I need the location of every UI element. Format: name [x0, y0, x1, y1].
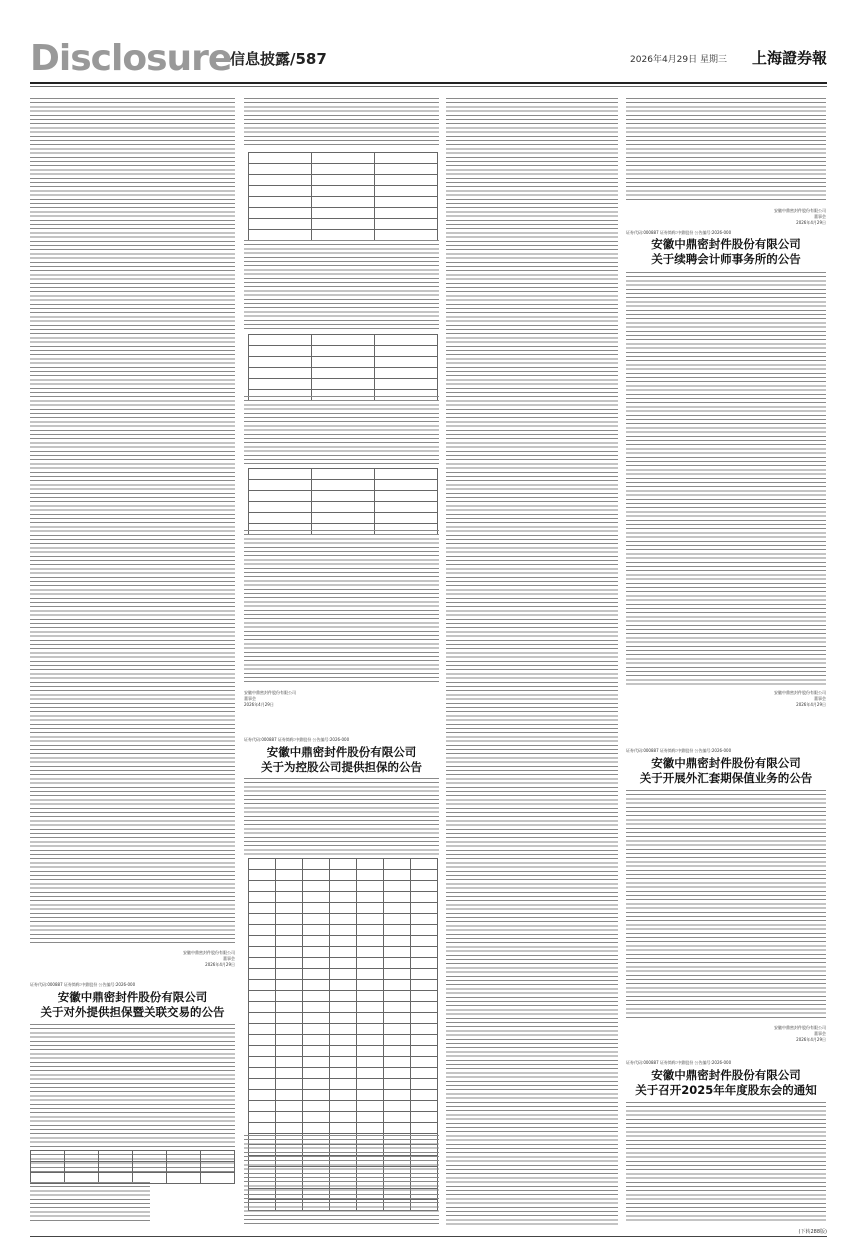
notice-code-5: 证券代码:000887 证券简称:中鼎股份 公告编号:2026-000	[626, 1060, 732, 1065]
issue-date: 2026年4月29日 星期三	[630, 55, 727, 65]
notice-code-2: 证券代码:000887 证券简称:中鼎股份 公告编号:2026-000	[244, 737, 350, 742]
body-text-col2-mid1	[244, 240, 439, 330]
signature-col4-c: 安徽中鼎密封件股份有限公司 董事会 2026年4月29日	[774, 1025, 826, 1042]
brand-logo: Disclosure	[30, 38, 232, 79]
body-text-col2-mid3	[244, 530, 439, 685]
section-title: 信息披露/587	[230, 50, 327, 68]
notice-title-2: 安徽中鼎密封件股份有限公司 关于为控股公司提供担保的公告	[261, 745, 422, 774]
body-text-col3	[446, 98, 618, 1228]
continued-note: (下转288版)	[798, 1229, 827, 1235]
body-text-col4-mid1	[626, 272, 826, 687]
signature-col4-a: 安徽中鼎密封件股份有限公司 董事会 2026年4月29日	[774, 208, 826, 225]
signature-col2: 安徽中鼎密封件股份有限公司 董事会 2026年4月29日	[244, 690, 296, 707]
footer-rule	[30, 1236, 827, 1237]
body-text-col1-end	[30, 1182, 150, 1222]
financial-table-2	[248, 334, 438, 401]
signature-col1: 安徽中鼎密封件股份有限公司 董事会 2026年4月29日	[183, 950, 235, 967]
notice-title-3: 安徽中鼎密封件股份有限公司 关于续聘会计师事务所的公告	[651, 237, 801, 266]
body-text-col2-mid2	[244, 396, 439, 466]
financial-table-1	[248, 152, 438, 241]
guarantee-table-1	[30, 1150, 235, 1184]
notice-code-3: 证券代码:000887 证券简称:中鼎股份 公告编号:2026-000	[626, 230, 732, 235]
signature-col4-b: 安徽中鼎密封件股份有限公司 董事会 2026年4月29日	[774, 690, 826, 707]
notice-title-4: 安徽中鼎密封件股份有限公司 关于开展外汇套期保值业务的公告	[639, 756, 813, 785]
body-text-col2-end	[244, 1135, 439, 1225]
notice-title-5: 安徽中鼎密封件股份有限公司 关于召开2025年年度股东会的通知	[635, 1068, 817, 1097]
body-text-col1-upper	[30, 98, 235, 946]
body-text-col2-lower	[244, 778, 439, 856]
notice-code-1: 证券代码:000887 证券简称:中鼎股份 公告编号:2026-000	[30, 982, 136, 987]
body-text-col4-top	[626, 98, 826, 203]
page-header	[30, 38, 827, 80]
notice-title-1: 安徽中鼎密封件股份有限公司 关于对外提供担保暨关联交易的公告	[40, 990, 225, 1019]
newspaper-name: 上海證券報	[751, 49, 827, 67]
financial-table-3	[248, 468, 438, 535]
header-rule	[30, 82, 827, 84]
body-text-col2-top	[244, 98, 439, 148]
body-text-col4-end	[626, 1102, 826, 1222]
header-rule-thin	[30, 86, 827, 87]
notice-code-4: 证券代码:000887 证券简称:中鼎股份 公告编号:2026-000	[626, 748, 732, 753]
body-text-col4-mid2	[626, 790, 826, 1020]
